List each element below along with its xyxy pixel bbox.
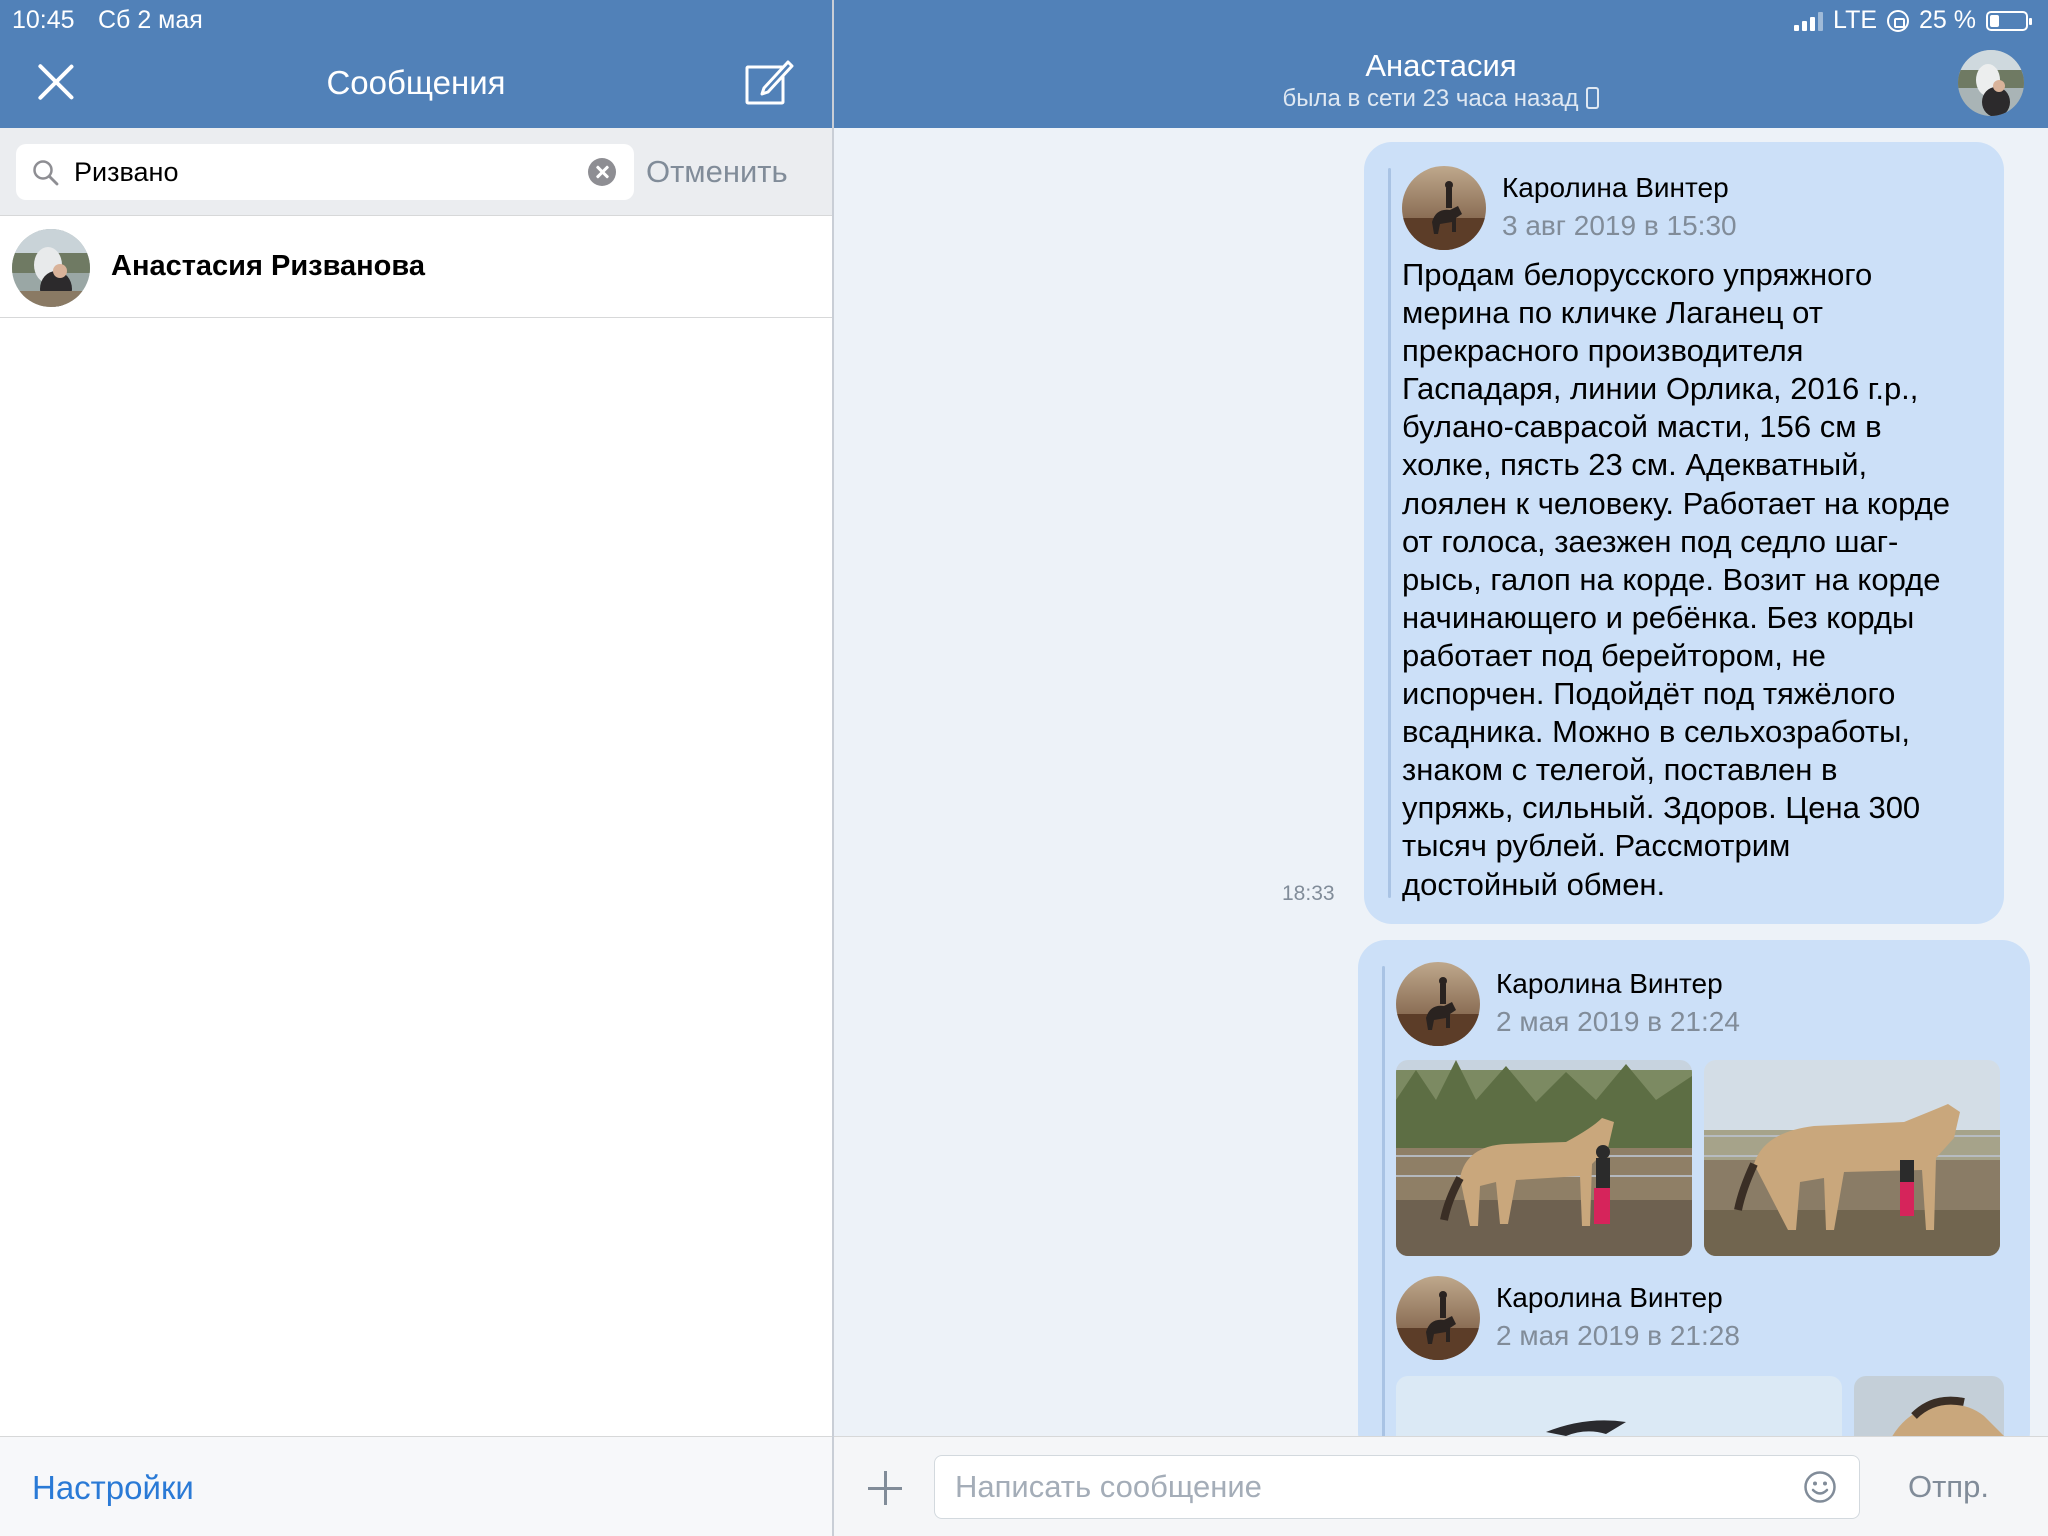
text-line: от голоса, заезжен под седло шаг-	[1402, 523, 1899, 559]
search-bar	[0, 128, 832, 216]
compose-icon[interactable]	[744, 58, 794, 106]
text-line: достойный обмен.	[1402, 866, 1666, 902]
forward-date: 2 мая 2019 в 21:28	[1496, 1320, 1740, 1351]
text-line: холке, пясть 23 см. Адекватный,	[1402, 447, 1868, 483]
photo-attachment[interactable]	[1704, 1060, 2000, 1256]
forward-author[interactable]: Каролина Винтер	[1502, 172, 1729, 203]
text-line: начинающего и ребёнка. Без корды	[1402, 599, 1915, 635]
left-footer	[0, 1436, 832, 1536]
photo-attachment[interactable]	[1854, 1376, 2004, 1436]
avatar[interactable]	[1396, 1276, 1480, 1360]
chat-title[interactable]: Анастасия	[1365, 48, 1517, 83]
text-line: рысь, галоп на корде. Возит на корде	[1402, 561, 1941, 597]
status-date: Сб 2 мая	[98, 6, 203, 34]
search-field	[16, 144, 634, 200]
chat-header	[834, 0, 2048, 128]
text-line: мерина по кличке Лаганец от	[1402, 295, 1823, 331]
network-label: LTE	[1833, 6, 1878, 34]
message-input[interactable]	[955, 1456, 1795, 1518]
phone-icon	[1586, 87, 1599, 109]
search-input[interactable]	[74, 144, 594, 200]
composer-bar	[834, 1436, 2048, 1536]
text-line: Продам белорусского упряжного	[1402, 257, 1873, 292]
avatar[interactable]	[1396, 962, 1480, 1046]
conversations-pane	[0, 0, 832, 1536]
avatar	[12, 229, 90, 307]
clear-icon[interactable]	[588, 158, 616, 186]
search-icon	[32, 159, 60, 187]
text-line: тысяч рублей. Рассмотрим	[1402, 828, 1791, 864]
settings-link[interactable]: Настройки	[32, 1469, 194, 1506]
battery-label: 25 %	[1919, 6, 1976, 34]
text-line: лоялен к человеку. Работает на корде	[1402, 485, 1950, 521]
send-button[interactable]: Отпр.	[1908, 1469, 1989, 1504]
forward-date: 3 авг 2019 в 15:30	[1502, 210, 1737, 241]
chat-avatar[interactable]	[1958, 50, 2024, 116]
text-line: Гаспадаря, линии Орлика, 2016 г.р.,	[1402, 371, 1919, 407]
avatar[interactable]	[1402, 166, 1486, 250]
battery-icon	[1986, 11, 2028, 31]
left-header	[0, 0, 832, 128]
forward-quote-line	[1382, 966, 1385, 1436]
forward-quote-line	[1388, 168, 1391, 898]
photo-attachment[interactable]	[1396, 1060, 1692, 1256]
search-result-row[interactable]	[0, 216, 832, 318]
text-line: всадника. Можно в сельхозработы,	[1402, 714, 1911, 750]
cancel-button[interactable]: Отменить	[646, 154, 788, 189]
text-line: испорчен. Подойдёт под тяжёлого	[1402, 676, 1896, 712]
message-field	[934, 1455, 1860, 1519]
text-line: знаком с телегой, поставлен в	[1402, 752, 1838, 788]
text-line: булано-саврасой масти, 156 см в	[1402, 409, 1882, 445]
emoji-icon[interactable]	[1803, 1470, 1837, 1504]
last-seen-text: была в сети 23 часа назад	[1282, 85, 1579, 112]
message-list[interactable]	[834, 128, 2048, 1436]
forward-date: 2 мая 2019 в 21:24	[1496, 1006, 1740, 1037]
photo-attachment[interactable]	[1396, 1376, 1842, 1436]
signal-icon	[1794, 11, 1823, 31]
chat-pane	[834, 0, 2048, 1536]
message-bubble[interactable]	[1358, 940, 2030, 1436]
message-bubble[interactable]	[1364, 142, 2004, 924]
text-line: прекрасного производителя	[1402, 333, 1804, 369]
forward-author[interactable]: Каролина Винтер	[1496, 1282, 1723, 1313]
status-indicators	[1794, 6, 2028, 35]
text-line: упряжь, сильный. Здоров. Цена 300	[1402, 790, 1921, 826]
text-line: работает под берейтором, не	[1402, 637, 1826, 673]
rotation-lock-icon	[1887, 10, 1909, 32]
forward-author[interactable]: Каролина Винтер	[1496, 968, 1723, 999]
page-title: Сообщения	[326, 64, 506, 101]
message-time: 18:33	[1282, 882, 1335, 905]
status-time: 10:45	[12, 6, 75, 34]
plus-icon[interactable]	[868, 1471, 902, 1505]
forward-text	[1402, 256, 1950, 904]
chat-status	[834, 85, 2048, 113]
contact-name: Анастасия Ризванова	[111, 250, 425, 282]
